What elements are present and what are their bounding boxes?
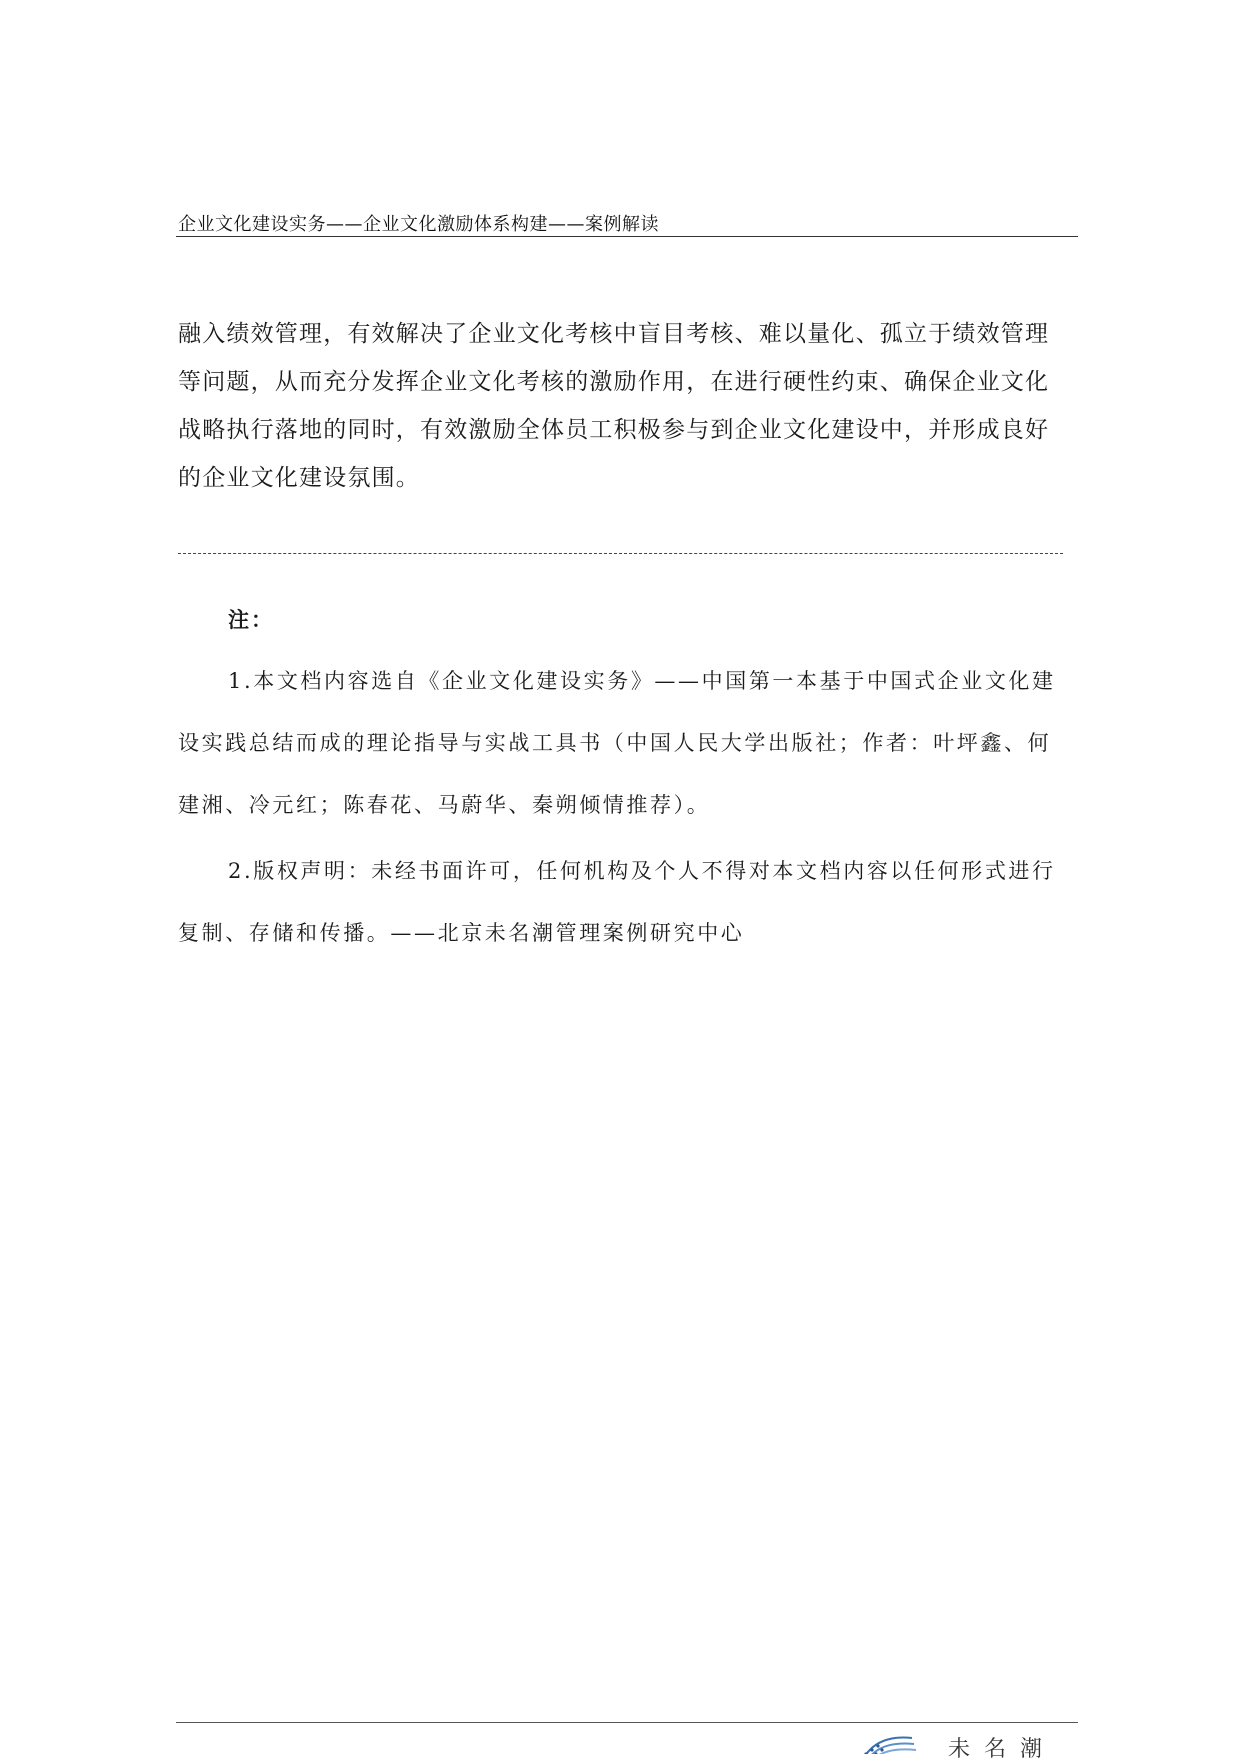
note-item-2: 2.版权声明：未经书面许可，任何机构及个人不得对本文档内容以任何形式进行复制、存储和传播。——北京未名潮管理案例研究中心 [178,859,1056,945]
publisher-logo-text: 未名潮 [948,1737,1057,1762]
globe-swirl-icon [852,1728,926,1754]
footer-divider [176,1722,1078,1723]
body-paragraph: 融入绩效管理，有效解决了企业文化考核中盲目考核、难以量化、孤立于绩效管理等问题，从而充分发挥企业文化考核的激励作用，在进行硬性约束、确保企业文化战略执行落地的同时，有效激励全体员工积极参与到企业文化建设中，并形成良好的企业文化建设氛围。 [178,321,1050,491]
dashed-separator [178,553,1063,554]
notes-title: 注： [228,607,274,632]
running-header: 企业文化建设实务——企业文化激励体系构建——案例解读 [178,214,659,235]
header-divider [176,236,1078,237]
note-item-1: 1.本文档内容选自《企业文化建设实务》——中国第一本基于中国式企业文化建设实践总结而成的理论指导与实战工具书（中国人民大学出版社；作者：叶坪鑫、何建湘、冷元红；陈春花、马蔚华、秦朔倾情推荐）。 [178,669,1056,817]
